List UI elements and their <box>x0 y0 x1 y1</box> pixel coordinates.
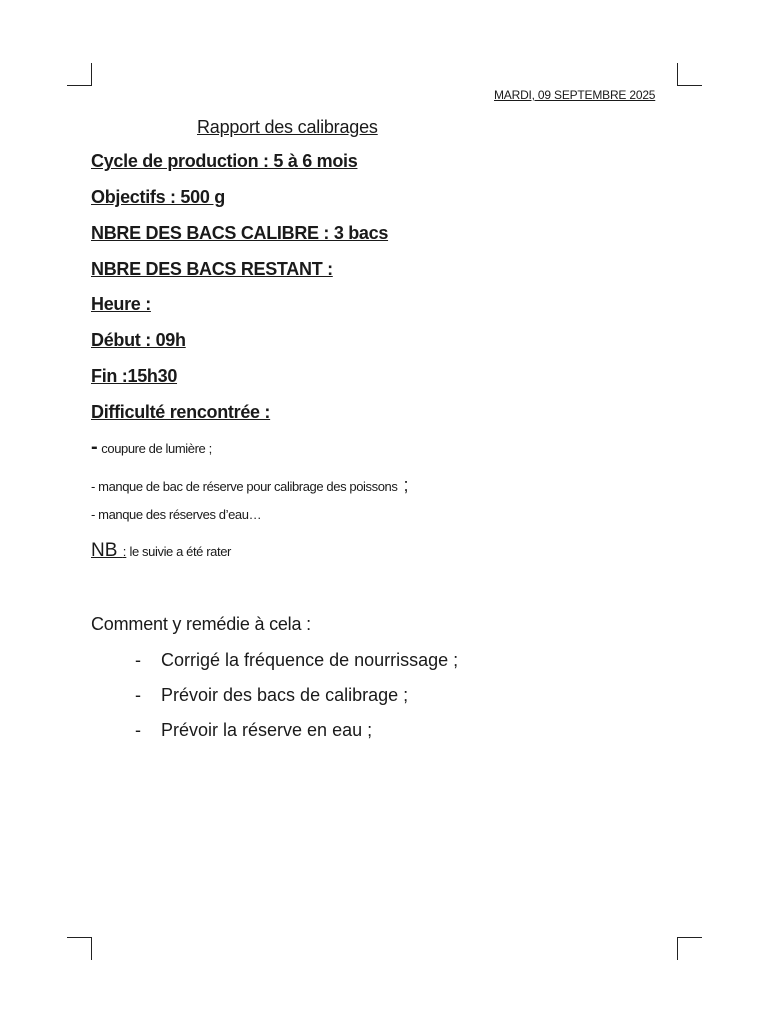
field-cycle-production: Cycle de production : 5 à 6 mois <box>91 151 358 171</box>
difficulty-item-3 <box>91 507 261 522</box>
crop-mark-bottom-left <box>67 937 92 960</box>
difficulty-text: - manque des réserves d’eau… <box>91 507 262 522</box>
difficulty-end: ; <box>403 475 409 495</box>
field-objectifs: Objectifs : 500 g <box>91 187 225 207</box>
field-bacs-restant: NBRE DES BACS RESTANT : <box>91 259 333 279</box>
remedy-item-2 <box>135 685 408 706</box>
remedy-item-1 <box>135 650 458 671</box>
field-debut: Début : 09h <box>91 330 186 350</box>
bullet-dash: - <box>135 685 141 705</box>
bullet-dash: - <box>135 650 141 670</box>
remedy-text: Prévoir la réserve en eau ; <box>161 720 373 740</box>
nb-note <box>91 540 231 562</box>
nb-label: NB <box>91 540 123 561</box>
field-heure: Heure : <box>91 294 151 314</box>
difficulty-item-2 <box>91 475 408 496</box>
difficulty-dash: - <box>91 436 98 458</box>
difficulty-text: - manque de bac de réserve pour calibrage des poissons <box>91 479 398 494</box>
nb-text: le suivie a été rater <box>126 544 231 559</box>
field-fin: Fin :15h30 <box>91 366 178 386</box>
remedy-text: Prévoir des bacs de calibrage ; <box>161 685 409 705</box>
remedy-text: Corrigé la fréquence de nourrissage ; <box>161 650 459 670</box>
nb-colon: : <box>122 544 127 559</box>
remedy-item-3 <box>135 720 372 741</box>
crop-mark-bottom-right <box>677 937 702 960</box>
crop-mark-top-right <box>677 63 702 86</box>
difficulty-item-1 <box>91 436 212 459</box>
field-difficulte: Difficulté rencontrée : <box>91 402 271 422</box>
remedy-heading: Comment y remédie à cela : <box>91 614 311 634</box>
field-bacs-calibre: NBRE DES BACS CALIBRE : 3 bacs <box>91 223 389 243</box>
crop-mark-top-left <box>67 63 92 86</box>
bullet-dash: - <box>135 720 141 740</box>
difficulty-text: coupure de lumière ; <box>101 441 212 456</box>
report-title: Rapport des calibrages <box>197 117 378 137</box>
document-date: MARDI, 09 SEPTEMBRE 2025 <box>494 88 656 102</box>
